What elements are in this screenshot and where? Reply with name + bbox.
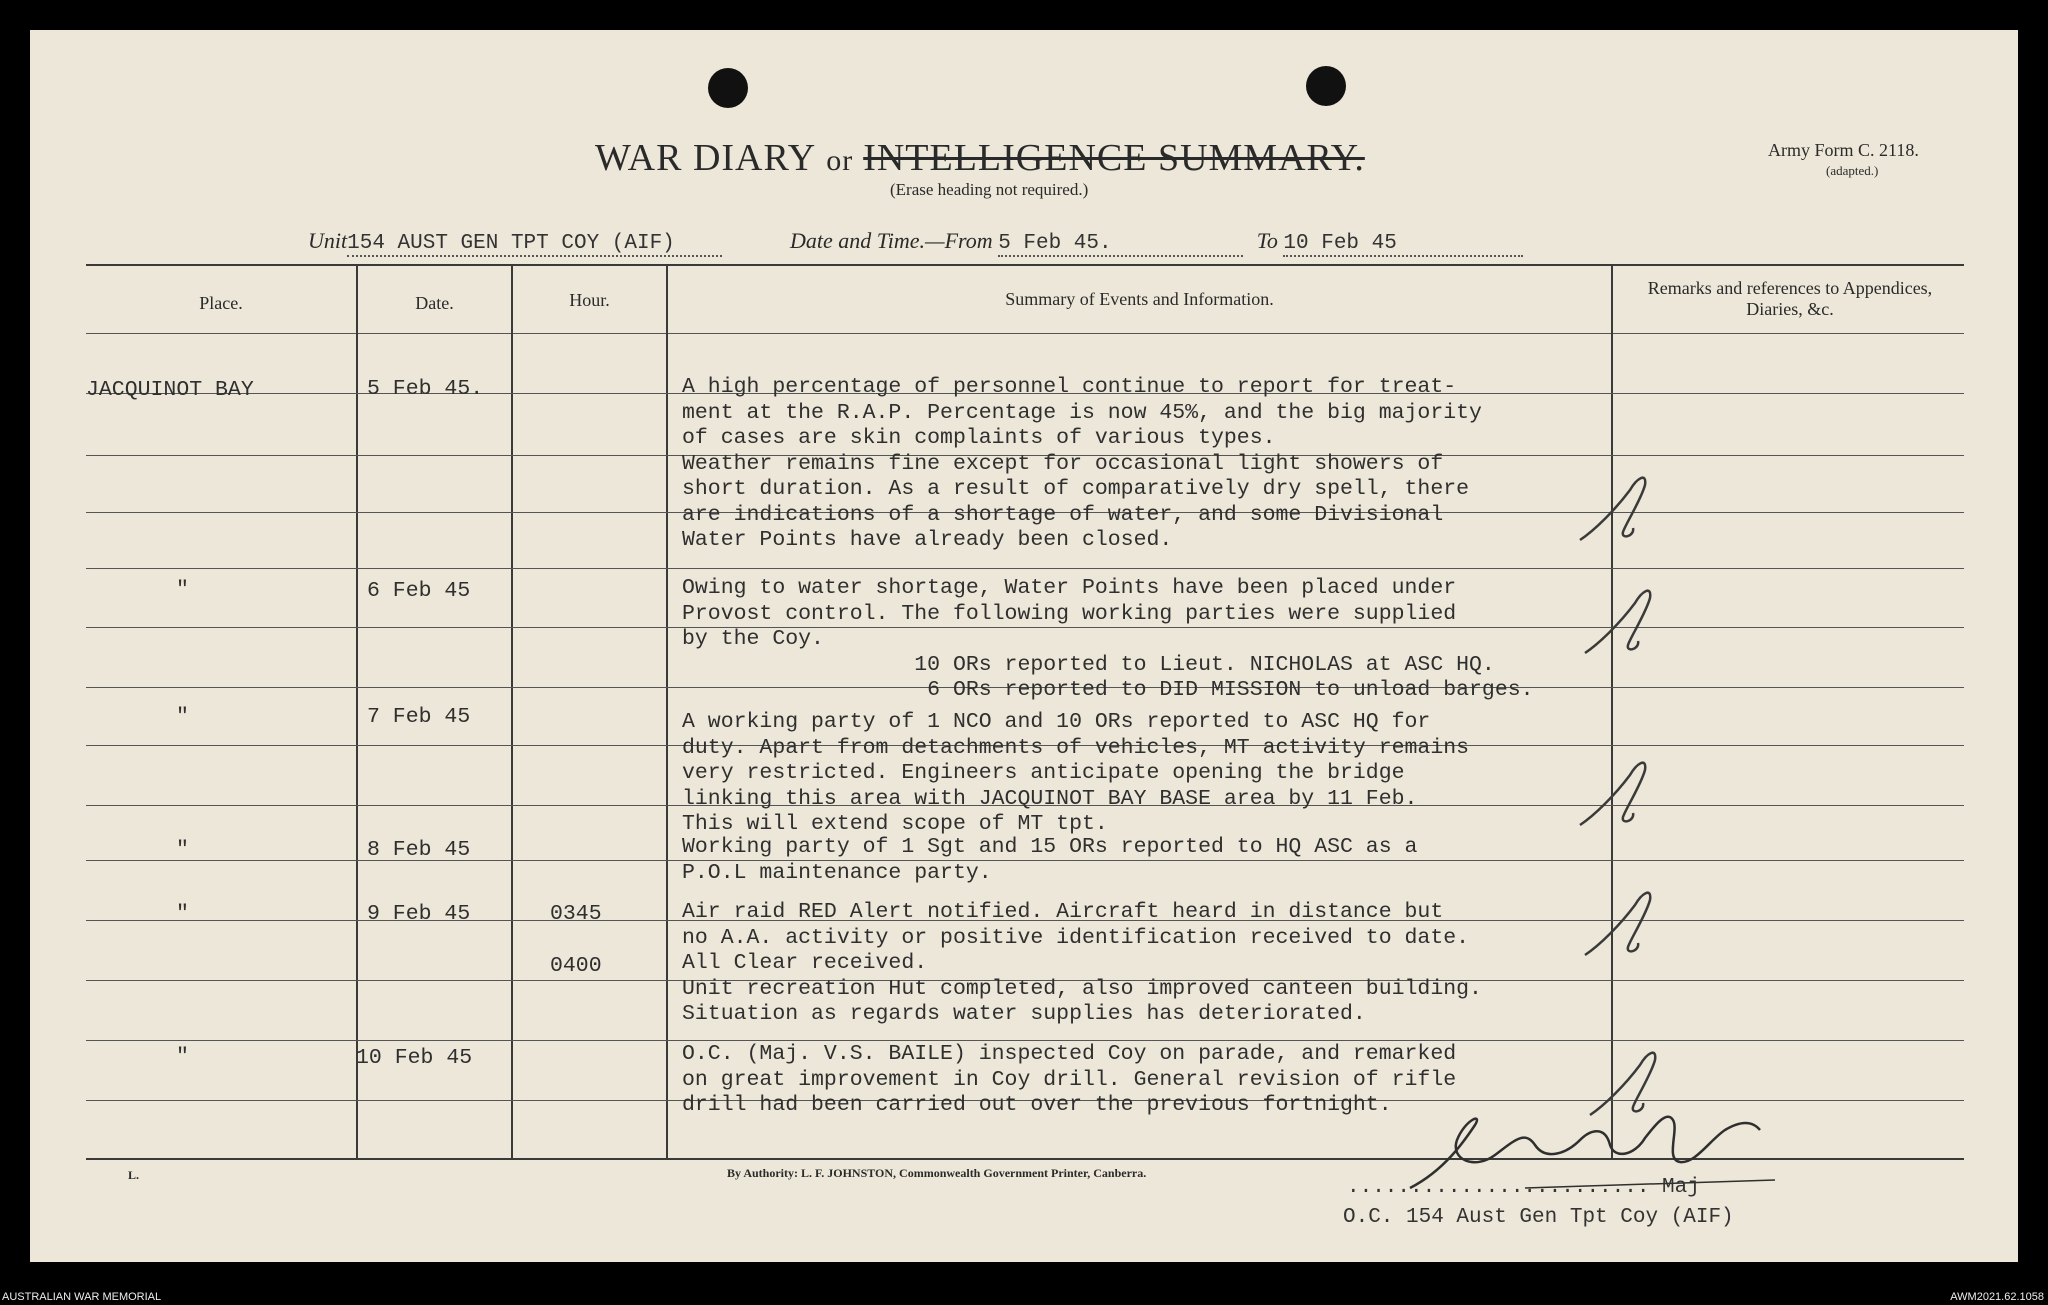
unit-line: [308, 228, 722, 257]
entry-date: 8 Feb 45: [367, 838, 471, 862]
col-header-remarks: Remarks and references to Appendices, Diaries, &c.: [1647, 278, 1933, 319]
unit-value: 154 AUST GEN TPT COY (AIF): [347, 232, 722, 257]
entry-place: ": [176, 902, 189, 926]
army-form-number: Army Form C. 2118.: [1768, 140, 1919, 160]
unit-label: Unit: [308, 228, 348, 253]
signature-block: O.C. 154 Aust Gen Tpt Coy (AIF): [1343, 1206, 1734, 1229]
title-war-diary: WAR DIARY: [595, 137, 817, 179]
col-header-place: Place.: [199, 293, 243, 313]
row-rule: [86, 1040, 1964, 1041]
date-to-label: To: [1256, 228, 1278, 253]
col-divider-4: [1611, 264, 1613, 1158]
entry-date: 5 Feb 45.: [367, 377, 484, 401]
punch-hole-left: [708, 68, 748, 108]
footer-authority: By Authority: L. F. JOHNSTON, Commonwealth Government Printer, Canberra.: [727, 1166, 1147, 1180]
date-from-label: Date and Time.—From: [790, 228, 993, 253]
table-top-rule: [86, 264, 1964, 266]
entry-place: ": [176, 578, 189, 602]
initial-mark: [1580, 583, 1670, 658]
initial-mark: [1575, 755, 1665, 830]
date-from-value: 5 Feb 45.: [998, 232, 1243, 257]
entry-place: ": [176, 705, 189, 729]
entry-place: JACQUINOT BAY: [86, 378, 254, 402]
entry-date: 9 Feb 45: [367, 902, 471, 926]
entry-summary: Air raid RED Alert notified. Aircraft heard in distance but no A.A. activity or positive identification received to date. All Clear received. Unit recreation Hut completed, also improved canteen building. Situation as regards water supplies has deteriorated.: [682, 900, 1482, 1026]
army-form-adapted: (adapted.): [1826, 163, 1879, 178]
initial-mark: [1575, 470, 1665, 545]
col-divider-2: [511, 264, 513, 1158]
entry-summary: A working party of 1 NCO and 10 ORs reported to ASC HQ for duty. Apart from detachments of vehicles, MT activity remains very restricted. Engineers anticipate opening the bridge linking this area with JACQUINOT BAY BASE area by 11 Feb. This will extend scope of MT tpt.: [682, 710, 1470, 836]
punch-hole-right: [1306, 66, 1346, 106]
title-or: or: [826, 144, 854, 177]
title-intelligence-summary: INTELLIGENCE SUMMARY.: [863, 137, 1365, 179]
date-range: [790, 228, 1523, 257]
col-divider-1: [356, 264, 358, 1158]
row-rule: [86, 568, 1964, 569]
entry-place: ": [176, 1045, 189, 1069]
col-divider-3: [666, 264, 668, 1158]
initial-mark: [1580, 885, 1670, 960]
col-header-hour: Hour.: [569, 290, 610, 310]
caption-right: AWM2021.62.1058: [1950, 1291, 2044, 1303]
caption-left: AUSTRALIAN WAR MEMORIAL: [2, 1291, 162, 1303]
entry-place: ": [176, 838, 189, 862]
entry-summary: Owing to water shortage, Water Points have been placed under Provost control. The following working parties were supplied by the Coy. 10 ORs reported to Lieut. NICHOLAS at ASC HQ. 6 ORs reported to DID MISSION to unload barges.: [682, 576, 1534, 702]
entry-date: 6 Feb 45: [367, 579, 471, 603]
entry-date: 10 Feb 45: [356, 1046, 473, 1070]
entry-hour: 0400: [550, 954, 602, 978]
col-header-summary: Summary of Events and Information.: [1005, 289, 1274, 309]
footer-letter: L.: [128, 1168, 140, 1182]
entry-date: 7 Feb 45: [367, 705, 471, 729]
col-header-date: Date.: [415, 293, 454, 313]
form-title: [595, 136, 1365, 180]
form-subtitle: (Erase heading not required.): [890, 180, 1089, 199]
header-rule: [86, 333, 1964, 334]
entry-hour: 0345: [550, 902, 602, 926]
entry-summary: A high percentage of personnel continue to report for treat- ment at the R.A.P. Percentage is now 45%, and the big majority of cases are skin complaints of various types. Weather remains fine except for occasional light showers of short duration. As a result of comparatively dry spell, there are indications of a shortage of water, and some Divisional Water Points have already been closed.: [682, 375, 1482, 552]
entry-summary: O.C. (Maj. V.S. BAILE) inspected Coy on parade, and remarked on great improvement in Coy drill. General revision of rifle drill had been carried out over the previous fortnight.: [682, 1042, 1457, 1117]
entry-summary: Working party of 1 Sgt and 15 ORs reported to HQ ASC as a P.O.L maintenance party.: [682, 835, 1418, 885]
signature-rank-line: ........................ Maj: [1347, 1176, 1700, 1199]
date-to-value: 10 Feb 45: [1283, 232, 1523, 257]
